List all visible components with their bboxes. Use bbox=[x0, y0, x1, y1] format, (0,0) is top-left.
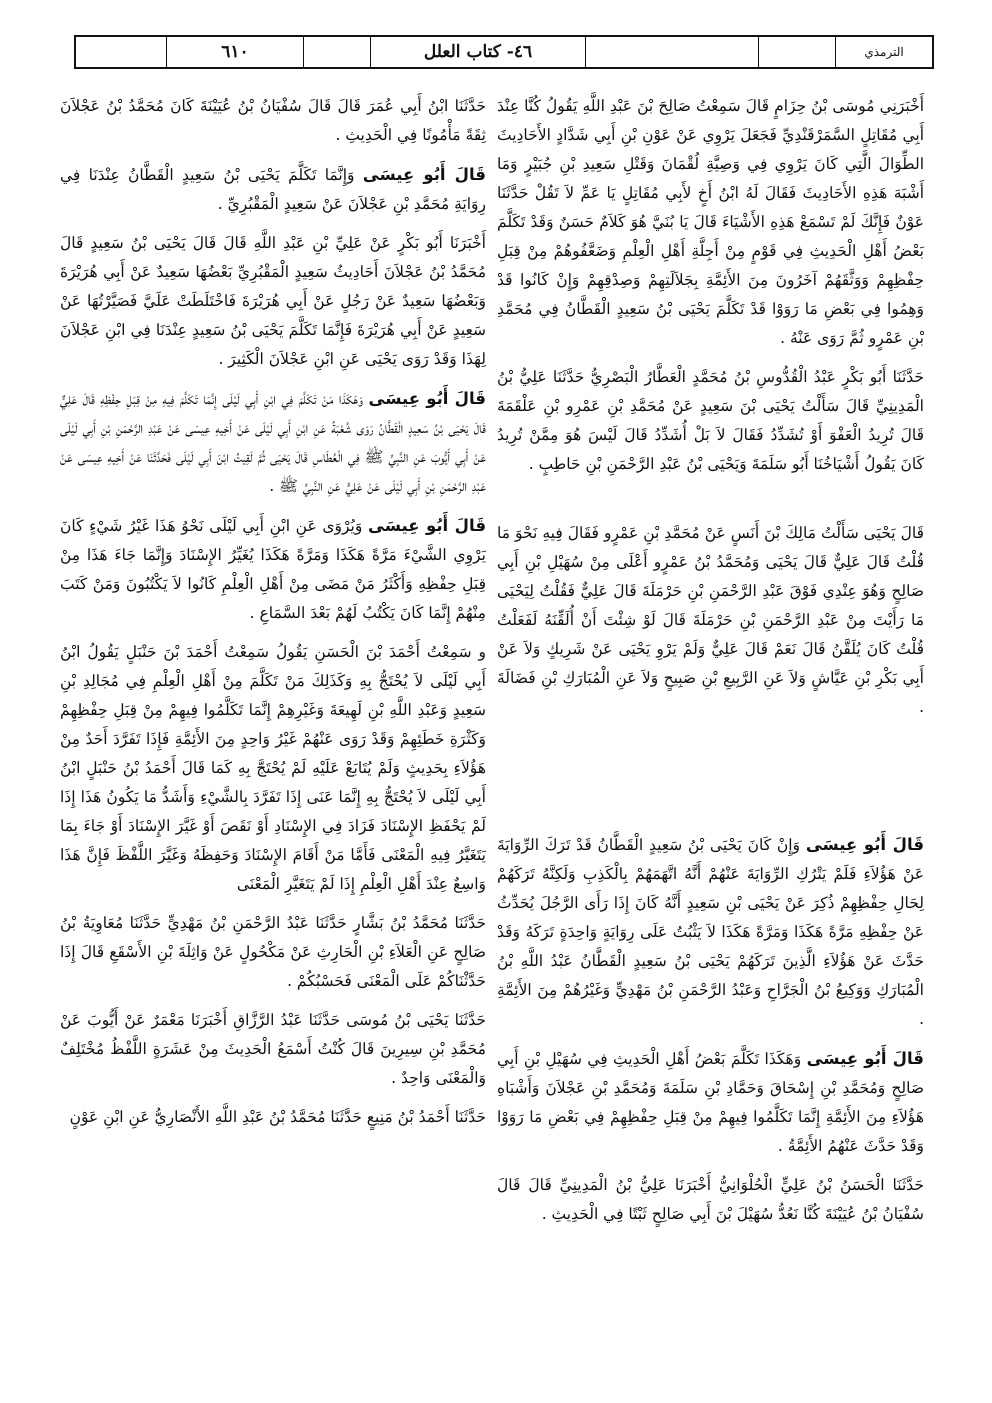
page-header bbox=[74, 35, 934, 69]
paragraph-text: وَإِنَّمَا تَكَلَّمَ يَحْيَى بْنُ سَعِيدٍ الْقَطَّانُ عِنْدَنَا فِي رِوَايَةِ مُحَمَّدِ بْنِ عَجْلاَنَ عَنْ سَعِيدٍ الْمَقْبُرِيِّ . bbox=[60, 166, 486, 213]
paragraph bbox=[497, 830, 924, 1034]
paragraph bbox=[60, 1006, 486, 1093]
qala-label: قَالَ أَبُو عِيسَى bbox=[805, 835, 924, 854]
paragraph bbox=[60, 1103, 486, 1132]
paragraph-text: وَهَكَذَا مَنْ تَكَلَّمَ فِي ابْنِ أَبِي لَيْلَى إِنَّمَا تَكَلَّمَ فِيهِ مِنْ قِبَلِ حِفْظِهِ قَالَ عَلِيٌّ قَالَ يَحْيَى بْنُ سَعِيدٍ الْقَطَّانُ رَوَى شُعْبَةُ عَنِ ابْنِ أَبِي لَيْلَى عَنْ أَخِيهِ عِيسَى عَنْ عَبْدِ الرَّحْمَنِ بْنِ أَبِي لَيْلَى عَنْ أَبِي أَيُّوبَ عَنِ النَّبِيِّ ﷺ فِي الْعُطَاسِ قَالَ يَحْيَى ثُمَّ لَقِيتُ ابْنَ أَبِي لَيْلَى فَحَدَّثَنَا عَنْ أَخِيهِ عِيسَى عَنْ عَبْدِ الرَّحْمَنِ بْنِ أَبِي لَيْلَى عَنْ عَلِيٍّ عَنِ النَّبِيِّ ﷺ . bbox=[60, 390, 486, 495]
paragraph bbox=[497, 1171, 924, 1229]
paragraph bbox=[497, 1044, 924, 1161]
paragraph-text: وَيُرْوَى عَنِ ابْنِ أَبِي لَيْلَى نَحْوُ هَذَا غَيْرُ شَيْءٍ كَانَ يَرْوِي الشَّيْءَ مَرَّةً هَكَذَا وَمَرَّةً هَكَذَا يُغَيِّرُ الإِسْنَادَ وَإِنَّمَا جَاءَ هَذَا مِنْ قِبَلِ حِفْظِهِ وَأَكْثَرُ مَنْ مَضَى مِنْ أَهْلِ الْعِلْمِ كَانُوا لاَ يَكْتُبُونَ وَمَنْ كَتَبَ مِنْهُمْ إِنَّمَا كَانَ يَكْتُبُ لَهُمْ بَعْدَ السَّمَاعِ . bbox=[60, 517, 486, 622]
qala-label: قَالَ أَبُو عِيسَى bbox=[806, 1049, 924, 1068]
paragraph bbox=[60, 638, 486, 899]
paragraph-text: وَإِنْ كَانَ يَحْيَى بْنُ سَعِيدٍ الْقَطَّانُ قَدْ تَرَكَ الرِّوَايَةَ عَنْ هَؤُلاَءِ فَلَمْ يَتْرُكِ الرِّوَايَةَ عَنْهُمْ أَنَّهُ اتَّهَمَهُمْ بِالْكَذِبِ وَلَكِنَّهُ تَرَكَهُمْ لِحَالِ حِفْظِهِمْ ذُكِرَ عَنْ يَحْيَى بْنِ سَعِيدٍ أَنَّهُ كَانَ إِذَا رَأَى الرَّجُلَ يُحَدِّثُ عَنْ حِفْظِهِ مَرَّةً هَكَذَا وَمَرَّةً هَكَذَا لاَ يَثْبُتُ عَلَى رِوَايَةٍ وَاحِدَةٍ تَرَكَهُ وَقَدْ حَدَّثَ عَنْ هَؤُلاَءِ الَّذِينَ تَرَكَهُمْ يَحْيَى بْنُ سَعِيدٍ الْقَطَّانُ عَبْدُ اللَّهِ بْنُ الْمُبَارَكِ وَوَكِيعُ بْنُ الْجَرَّاحِ وَعَبْدُ الرَّحْمَنِ بْنُ مَهْدِيٍّ وَغَيْرُهُمْ مِنَ الأَئِمَّةِ . bbox=[497, 836, 924, 1028]
header-spacer bbox=[758, 37, 835, 67]
paragraph-text: حَدَّثَنَا ابْنُ أَبِي عُمَرَ قَالَ قَالَ سُفْيَانُ بْنُ عُيَيْنَةَ كَانَ مُحَمَّدُ بْنُ عَجْلاَنَ ثِقَةً مَأْمُونًا فِي الْحَدِيثِ . bbox=[60, 97, 486, 144]
paragraph-text: قَالَ يَحْيَى سَأَلْتُ مَالِكَ بْنَ أَنَسٍ عَنْ مُحَمَّدِ بْنِ عَمْرٍو فَقَالَ فِيهِ نَحْوَ مَا قُلْتُ قَالَ عَلِيٌّ قَالَ يَحْيَى وَمُحَمَّدُ بْنُ عَمْرٍو أَعْلَى مِنْ سُهَيْلِ بْنِ أَبِي صَالِحٍ وَهُوَ عِنْدِي فَوْقَ عَبْدِ الرَّحْمَنِ بْنِ حَرْمَلَةَ قَالَ عَلِيٌّ فَقُلْتُ لِيَحْيَى مَا رَأَيْتَ مِنْ عَبْدِ الرَّحْمَنِ بْنِ حَرْمَلَةَ قَالَ لَوْ شِئْتَ أَنْ أُلَقِّنَهُ لَفَعَلْتُ قُلْتُ كَانَ يُلَقَّنُ قَالَ نَعَمْ قَالَ عَلِيٌّ وَلَمْ يَرْوِ يَحْيَى عَنْ شَرِيكٍ وَلاَ عَنْ أَبِي بَكْرِ بْنِ عَيَّاشٍ وَلاَ عَنِ الرَّبِيعِ بْنِ صَبِيحٍ وَلاَ عَنِ الْمُبَارَكِ بْنِ فَضَالَةَ . bbox=[497, 524, 924, 716]
paragraph-text: حَدَّثَنَا يَحْيَى بْنُ مُوسَى حَدَّثَنَا عَبْدُ الرَّزَّاقِ أَخْبَرَنَا مَعْمَرٌ عَنْ أَيُّوبَ عَنْ مُحَمَّدِ بْنِ سِيرِينَ قَالَ كُنْتُ أَسْمَعُ الْحَدِيثَ مِنْ عَشَرَةٍ اللَّفْظُ مُخْتَلِفٌ وَالْمَعْنَى وَاحِدٌ . bbox=[60, 1011, 486, 1087]
header-author: الترمذي bbox=[835, 37, 932, 67]
spacer bbox=[497, 732, 924, 830]
paragraph bbox=[60, 384, 486, 501]
paragraph-text: حَدَّثَنَا مُحَمَّدُ بْنُ بَشَّارٍ حَدَّثَنَا عَبْدُ الرَّحْمَنِ بْنُ مَهْدِيٍّ حَدَّثَنَا مُعَاوِيَةُ بْنُ صَالِحٍ عَنِ الْعَلاَءِ بْنِ الْحَارِثِ عَنْ مَكْحُولٍ عَنْ وَاثِلَةَ بْنِ الأَسْقَعِ قَالَ إِذَا حَدَّثْنَاكُمْ عَلَى الْمَعْنَى فَحَسْبُكُمْ . bbox=[60, 914, 486, 990]
paragraph bbox=[497, 363, 924, 479]
paragraph-text: أَخْبَرَنَا أَبُو بَكْرٍ عَنْ عَلِيِّ بْنِ عَبْدِ اللَّهِ قَالَ قَالَ يَحْيَى بْنُ سَعِيدٍ قَالَ مُحَمَّدُ بْنُ عَجْلاَنَ أَحَادِيثُ سَعِيدٍ الْمَقْبُرِيِّ بَعْضُهَا سَعِيدٌ عَنْ أَبِي هُرَيْرَةَ وَبَعْضُهَا سَعِيدٌ عَنْ رَجُلٍ عَنْ أَبِي هُرَيْرَةَ فَاخْتَلَطَتْ عَلَيَّ فَصَيَّرْتُهَا عَنْ سَعِيدٍ عَنْ أَبِي هُرَيْرَةَ فَإِنَّمَا تَكَلَّمَ يَحْيَى بْنُ سَعِيدٍ عِنْدَنَا فِي ابْنِ عَجْلاَنَ لِهَذَا وَقَدْ رَوَى يَحْيَى عَنِ ابْنِ عَجْلاَنَ الْكَثِيرَ . bbox=[60, 234, 486, 368]
paragraph-text: أَخْبَرَنِي مُوسَى بْنُ حِزَامٍ قَالَ سَمِعْتُ صَالِحَ بْنَ عَبْدِ اللَّهِ يَقُولُ كُنَّا عِنْدَ أَبِي مُقَاتِلٍ السَّمَرْقَنْدِيِّ فَجَعَلَ يَرْوِي عَنْ عَوْنِ بْنِ أَبِي شَدَّادٍ الأَحَادِيثَ الطِّوَالَ الَّتِي كَانَ يَرْوِي فِي وَصِيَّةِ لُقْمَانَ وَقَتْلِ سَعِيدِ بْنِ جُبَيْرٍ وَمَا أَشْبَهَ هَذِهِ الأَحَادِيثَ فَقَالَ لَهُ ابْنُ أَخٍ لأَبِي مُقَاتِلٍ يَا عَمِّ لاَ تَقُلْ حَدَّثَنَا عَوْنٌ فَإِنَّكَ لَمْ تَسْمَعْ هَذِهِ الأَشْيَاءَ قَالَ يَا بُنَيَّ هُوَ كَلاَمٌ حَسَنٌ وَقَدْ تَكَلَّمَ بَعْضُ أَهْلِ الْحَدِيثِ فِي قَوْمٍ مِنْ أَجِلَّةِ أَهْلِ الْعِلْمِ وَضَعَّفُوهُمْ مِنْ قِبَلِ حِفْظِهِمْ وَوَثَّقَهُمْ آخَرُونَ مِنَ الأَئِمَّةِ بِجَلاَلَتِهِمْ وَصِدْقِهِمْ وَإِنْ كَانُوا قَدْ وَهِمُوا فِي بَعْضِ مَا رَوَوْا قَدْ تَكَلَّمَ يَحْيَى بْنُ سَعِيدٍ الْقَطَّانُ فِي مُحَمَّدِ بْنِ عَمْرٍو ثُمَّ رَوَى عَنْهُ . bbox=[497, 97, 924, 347]
header-page-number: ٦١٠ bbox=[166, 37, 303, 67]
header-spacer bbox=[303, 37, 370, 67]
paragraph bbox=[497, 92, 924, 353]
qala-label: قَالَ أَبُو عِيسَى bbox=[368, 516, 486, 535]
paragraph-text: وَهَكَذَا تَكَلَّمَ بَعْضُ أَهْلِ الْحَدِيثِ فِي سُهَيْلِ بْنِ أَبِي صَالِحٍ وَمُحَمَّدِ بْنِ إِسْحَاقَ وَحَمَّادِ بْنِ سَلَمَةَ وَمُحَمَّدِ بْنِ عَجْلاَنَ وَأَشْبَاهِ هَؤُلاَءِ مِنَ الأَئِمَّةِ إِنَّمَا تَكَلَّمُوا فِيهِمْ مِنْ قِبَلِ حِفْظِهِمْ فِي بَعْضِ مَا رَوَوْا وَقَدْ حَدَّثَ عَنْهُمُ الأَئِمَّةُ . bbox=[497, 1050, 924, 1155]
header-spacer bbox=[585, 37, 758, 67]
qala-label: قَالَ أَبُو عِيسَى bbox=[362, 165, 486, 184]
paragraph bbox=[60, 511, 486, 628]
qala-label: قَالَ أَبُو عِيسَى bbox=[368, 389, 486, 408]
header-spacer bbox=[76, 37, 166, 67]
paragraph-text: حَدَّثَنَا أَبُو بَكْرٍ عَبْدُ الْقُدُّوسِ بْنُ مُحَمَّدٍ الْعَطَّارُ الْبَصْرِيُّ حَدَّثَنَا عَلِيُّ بْنُ الْمَدِينِيِّ قَالَ سَأَلْتُ يَحْيَى بْنَ سَعِيدٍ عَنْ مُحَمَّدِ بْنِ عَمْرِو بْنِ عَلْقَمَةَ قَالَ تُرِيدُ الْعَفْوَ أَوْ تُشَدِّدُ فَقَالَ لاَ بَلْ أُشَدِّدُ قَالَ لَيْسَ هُوَ مِمَّنْ تُرِيدُ كَانَ يَقُولُ أَشْيَاخُنَا أَبُو سَلَمَةَ وَيَحْيَى بْنُ عَبْدِ الرَّحْمَنِ بْنِ حَاطِبٍ . bbox=[497, 368, 924, 473]
paragraph bbox=[60, 92, 486, 150]
paragraph-text: و سَمِعْتُ أَحْمَدَ بْنَ الْحَسَنِ يَقُولُ سَمِعْتُ أَحْمَدَ بْنَ حَنْبَلٍ يَقُولُ ابْنُ أَبِي لَيْلَى لاَ يُحْتَجُّ بِهِ وَكَذَلِكَ مَنْ تَكَلَّمَ مِنْ أَهْلِ الْعِلْمِ فِي مُجَالِدِ بْنِ سَعِيدٍ وَعَبْدِ اللَّهِ بْنِ لَهِيعَةَ وَغَيْرِهِمْ إِنَّمَا تَكَلَّمُوا فِيهِمْ مِنْ قِبَلِ حِفْظِهِمْ وَكَثْرَةِ خَطَئِهِمْ وَقَدْ رَوَى عَنْهُمْ غَيْرُ وَاحِدٍ مِنَ الأَئِمَّةِ فَإِذَا تَفَرَّدَ أَحَدٌ مِنْ هَؤُلاَءِ بِحَدِيثٍ وَلَمْ يُتَابَعْ عَلَيْهِ لَمْ يُحْتَجَّ بِهِ كَمَا قَالَ أَحْمَدُ بْنُ حَنْبَلٍ ابْنُ أَبِي لَيْلَى لاَ يُحْتَجُّ بِهِ إِنَّمَا عَنَى إِذَا تَفَرَّدَ بِالشَّيْءِ وَأَشَدُّ مَا يَكُونُ هَذَا إِذَا لَمْ يَحْفَظِ الإِسْنَادَ فَزَادَ فِي الإِسْنَادِ أَوْ نَقَصَ أَوْ غَيَّرَ الإِسْنَادَ أَوْ جَاءَ بِمَا يَتَغَيَّرُ فِيهِ الْمَعْنَى فَأَمَّا مَنْ أَقَامَ الإِسْنَادَ وَحَفِظَهُ وَغَيَّرَ اللَّفْظَ فَإِنَّ هَذَا وَاسِعٌ عِنْدَ أَهْلِ الْعِلْمِ إِذَا لَمْ يَتَغَيَّرِ الْمَعْنَى bbox=[60, 643, 486, 893]
paragraph bbox=[497, 519, 924, 722]
paragraph-text: حَدَّثَنَا الْحَسَنُ بْنُ عَلِيٍّ الْحُلْوَانِيُّ أَخْبَرَنَا عَلِيُّ بْنُ الْمَدِينِيِّ قَالَ قَالَ سُفْيَانُ بْنُ عُيَيْنَةَ كُنَّا نَعُدُّ سُهَيْلَ بْنَ أَبِي صَالِحٍ ثَبْتًا فِي الْحَدِيثِ . bbox=[497, 1176, 924, 1223]
left-column bbox=[60, 92, 486, 1142]
spacer bbox=[497, 489, 924, 519]
paragraph bbox=[60, 909, 486, 996]
paragraph bbox=[60, 229, 486, 374]
paragraph bbox=[60, 160, 486, 219]
right-column bbox=[497, 92, 924, 1239]
header-book-title: ٤٦- كتاب العلل bbox=[370, 37, 585, 67]
paragraph-text: حَدَّثَنَا أَحْمَدُ بْنُ مَنِيعٍ حَدَّثَنَا مُحَمَّدُ بْنُ عَبْدِ اللَّهِ الأَنْصَارِيُّ عَنِ ابْنِ عَوْنٍ bbox=[69, 1108, 486, 1126]
